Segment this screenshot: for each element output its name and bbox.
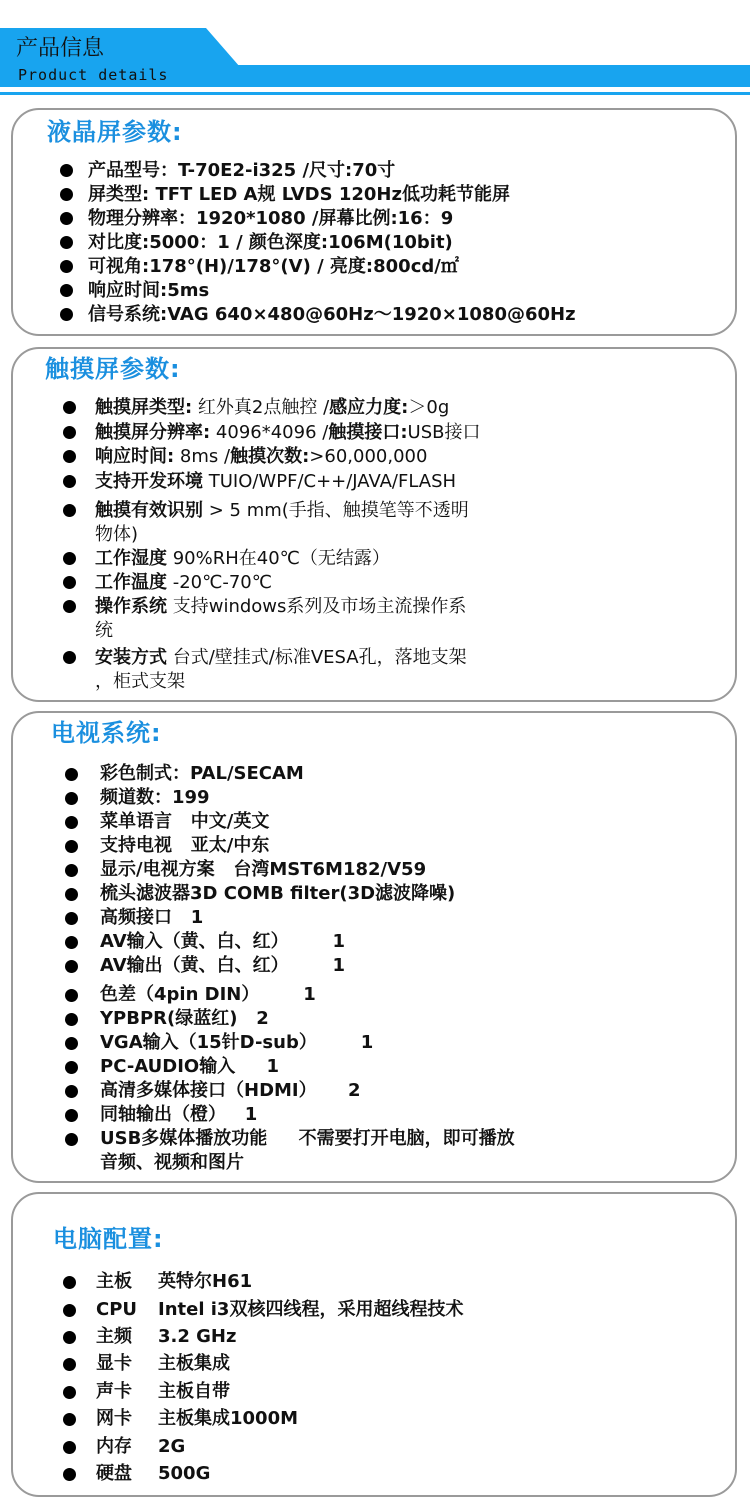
pc-spec-value: 主板自带 [158,1381,230,1402]
spec-value: 90%RH在40℃（无结露） [167,548,390,569]
bullet-icon [65,1061,78,1074]
bullet-icon [65,888,78,901]
spec-label: 触摸屏分辨率: [95,422,211,443]
pc-panel-title: 电脑配置: [53,1225,164,1253]
spec-label: 感应力度: [329,397,409,418]
touch-spec-item [95,547,390,571]
lcd-panel-title: 液晶屏参数: [47,118,183,146]
spec-label: 触摸接口: [328,422,408,443]
spec-value: -20℃-70℃ [167,572,272,593]
spec-value: 台式/壁挂式/标准VESA孔，落地支架 [167,647,467,668]
spec-label: 安装方式 [95,647,167,668]
lcd-spec-item: 可视角:178°(H)/178°(V) / 亮度:800cd/㎡ [88,256,459,277]
bullet-icon [63,504,76,517]
touch-spec-item [95,445,427,469]
bullet-icon [63,401,76,414]
spec-continuation: 物体) [95,524,139,545]
tv-spec-item: PC-AUDIO输入 1 [100,1056,280,1077]
bullet-icon [65,840,78,853]
bullet-icon [65,912,78,925]
pc-spec-value: 3.2 GHz [158,1326,237,1347]
bullet-icon [65,816,78,829]
bullet-icon [63,600,76,613]
tv-spec-item: 同轴输出（橙） 1 [100,1104,258,1125]
lcd-spec-item: 响应时间:5ms [88,280,210,301]
pc-spec-key: 主板 [96,1271,132,1292]
bullet-icon [63,1276,76,1289]
spec-label: 响应时间: [95,446,175,467]
spec-value: 支持windows系列及市场主流操作系 [167,596,467,617]
touch-spec-item [95,396,449,420]
tv-panel [11,711,737,1183]
bullet-icon [63,450,76,463]
pc-spec-value: 主板集成 [158,1353,230,1374]
bullet-icon [65,1037,78,1050]
pc-spec-key: CPU [96,1299,138,1320]
spec-continuation: 音频、视频和图片 [100,1152,244,1173]
spec-label: 支持开发环境 [95,471,203,492]
pc-spec-value: Intel i3双核四线程，采用超线程技术 [158,1299,464,1320]
tv-spec-item: 菜单语言 中文/英文 [100,811,270,832]
bullet-icon [63,1468,76,1481]
tv-spec-item: AV输入（黄、白、红） 1 [100,931,346,952]
pc-spec-key: 显卡 [96,1353,132,1374]
bullet-icon [60,260,73,273]
tv-spec-item: 显示/电视方案 台湾MST6M182/V59 [100,859,427,880]
bullet-icon [63,651,76,664]
lcd-spec-item: 屏类型: TFT LED A规 LVDS 120Hz低功耗节能屏 [88,184,510,205]
bullet-icon [63,475,76,488]
bullet-icon [65,960,78,973]
touch-spec-item [95,646,467,670]
bullet-icon [63,1441,76,1454]
spec-value: 红外真2点触控 / [192,397,330,418]
spec-value: > 5 mm(手指、触摸笔等不透明 [203,500,469,521]
bullet-icon [63,552,76,565]
bullet-icon [65,768,78,781]
tv-spec-item: AV输出（黄、白、红） 1 [100,955,346,976]
pc-spec-value: 2G [158,1436,186,1457]
tv-panel-title: 电视系统: [51,719,162,747]
header-divider [0,92,750,95]
touch-panel-title: 触摸屏参数: [45,355,181,383]
touch-spec-item [95,470,456,494]
tv-spec-item: USB多媒体播放功能 不需要打开电脑，即可播放 [100,1128,515,1149]
bullet-icon [65,989,78,1002]
pc-spec-value: 500G [158,1463,211,1484]
bullet-icon [60,236,73,249]
tv-spec-item: 高频接口 1 [100,907,204,928]
header-title: 产品信息 [16,36,105,61]
touch-spec-item [95,421,480,445]
tv-spec-item: 高清多媒体接口（HDMI） 2 [100,1080,361,1101]
spec-value: 4096*4096 / [210,422,329,443]
bullet-icon [60,308,73,321]
spec-value: 8ms / [174,446,231,467]
lcd-spec-item: 信号系统:VAG 640×480@60Hz～1920×1080@60Hz [88,304,576,325]
spec-value: USB接口 [407,422,481,443]
pc-spec-key: 内存 [96,1436,132,1457]
tv-spec-item: 支持电视 亚太/中东 [100,835,270,856]
tv-spec-item: 色差（4pin DIN） 1 [100,984,316,1005]
bullet-icon [65,1133,78,1146]
header-subtitle: Product details [18,66,169,84]
spec-label: 触摸有效识别 [95,500,203,521]
bullet-icon [63,426,76,439]
bullet-icon [65,1109,78,1122]
bullet-icon [65,1085,78,1098]
touch-panel [11,347,737,702]
lcd-spec-item: 物理分辨率：1920*1080 /屏幕比例:16：9 [88,208,454,229]
pc-spec-key: 硬盘 [96,1463,132,1484]
spec-continuation: ，柜式支架 [95,671,185,692]
tv-spec-item: YPBPR(绿蓝红) 2 [100,1008,269,1029]
bullet-icon [60,164,73,177]
pc-spec-key: 网卡 [96,1408,132,1429]
pc-panel [11,1192,737,1497]
touch-spec-item [95,595,466,619]
pc-spec-key: 声卡 [96,1381,132,1402]
bullet-icon [63,1413,76,1426]
pc-spec-value: 主板集成1000M [158,1408,299,1429]
spec-value: ＞0g [408,397,450,418]
pc-spec-key: 主频 [96,1326,132,1347]
tv-spec-item: 梳头滤波器3D COMB filter(3D滤波降噪) [100,883,456,904]
lcd-panel [11,108,737,336]
spec-value: >60,000,000 [309,446,428,467]
pc-spec-value: 英特尔H61 [158,1271,253,1292]
spec-label: 触摸屏类型: [95,397,193,418]
tv-spec-item: 彩色制式：PAL/SECAM [100,763,304,784]
bullet-icon [63,1304,76,1317]
touch-spec-item [95,499,469,523]
tv-spec-item: VGA输入（15针D-sub） 1 [100,1032,374,1053]
bullet-icon [65,792,78,805]
bullet-icon [60,188,73,201]
spec-value: TUIO/WPF/C++/JAVA/FLASH [203,471,457,492]
spec-label: 操作系统 [95,596,167,617]
spec-label: 工作湿度 [95,548,167,569]
bullet-icon [63,1331,76,1344]
lcd-spec-item: 产品型号：T-70E2-i325 /尺寸:70寸 [88,160,396,181]
section-header [0,0,750,100]
tv-spec-item: 频道数：199 [100,787,210,808]
spec-label: 触摸次数: [230,446,310,467]
spec-continuation: 统 [95,620,113,641]
bullet-icon [63,576,76,589]
bullet-icon [63,1386,76,1399]
bullet-icon [63,1358,76,1371]
bullet-icon [65,936,78,949]
bullet-icon [60,284,73,297]
bullet-icon [65,1013,78,1026]
touch-spec-item [95,571,272,595]
lcd-spec-item: 对比度:5000：1 / 颜色深度:106M(10bit) [88,232,453,253]
bullet-icon [60,212,73,225]
spec-label: 工作温度 [95,572,167,593]
bullet-icon [65,864,78,877]
